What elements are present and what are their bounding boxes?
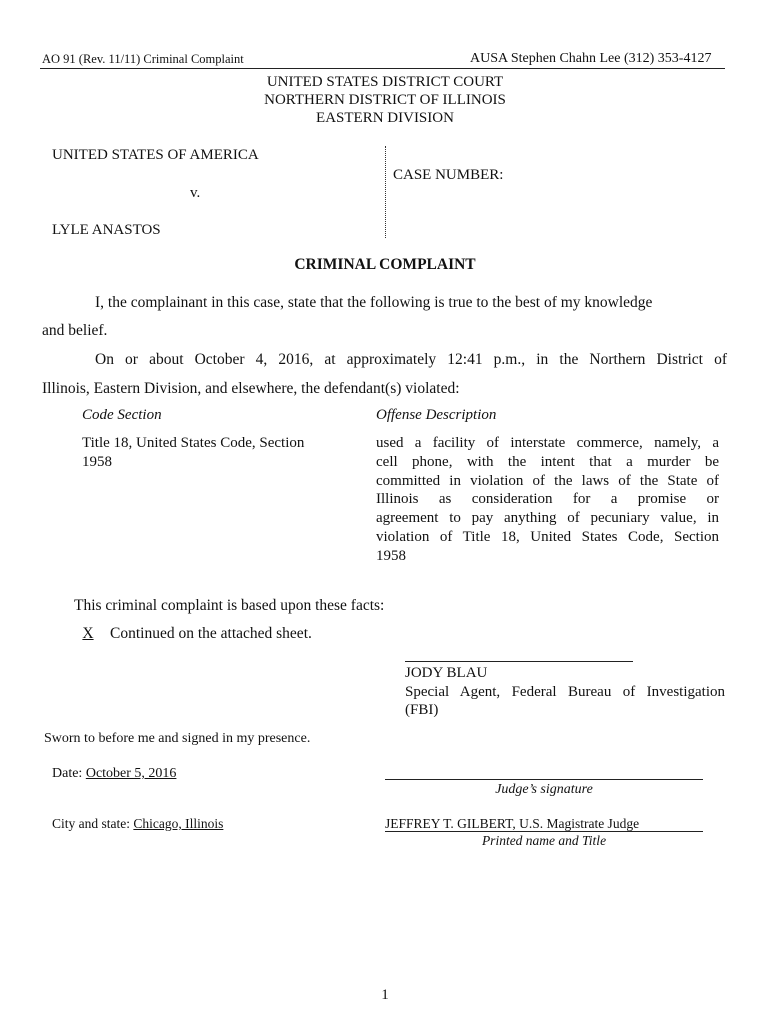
code-section-line: 1958 bbox=[82, 454, 112, 470]
ausa-contact: AUSA Stephen Chahn Lee (312) 353-4127 bbox=[470, 51, 712, 66]
offense-description-header: Offense Description bbox=[376, 407, 497, 423]
form-id: AO 91 (Rev. 11/11) Criminal Complaint bbox=[42, 52, 244, 66]
para2-line1: On or about October 4, 2016, at approximately 12:41 p.m., in the Northern District of bbox=[95, 351, 727, 368]
court-district: NORTHERN DISTRICT OF ILLINOIS bbox=[264, 92, 506, 108]
caption-divider bbox=[385, 146, 386, 238]
plaintiff-name: UNITED STATES OF AMERICA bbox=[52, 147, 259, 163]
versus: v. bbox=[190, 185, 201, 201]
court-name: UNITED STATES DISTRICT COURT bbox=[266, 74, 504, 90]
page-number: 1 bbox=[381, 987, 389, 1003]
city-row bbox=[52, 816, 223, 832]
sworn-statement: Sworn to before me and signed in my presence. bbox=[44, 731, 311, 746]
para1-line1: I, the complainant in this case, state that the following is true to the best of my knowledge bbox=[95, 294, 653, 311]
facts-intro: This criminal complaint is based upon these facts: bbox=[74, 597, 385, 614]
offense-line: agreement to pay anything of pecuniary value, in bbox=[376, 510, 719, 526]
offense-line: used a facility of interstate commerce, namely, a bbox=[376, 435, 719, 451]
defendant-name: LYLE ANASTOS bbox=[52, 222, 161, 238]
offense-line: committed in violation of the laws of the State of bbox=[376, 473, 719, 489]
complainant-title-abbrev: (FBI) bbox=[405, 702, 439, 718]
date-value: October 5, 2016 bbox=[85, 766, 177, 781]
para1-line2: and belief. bbox=[42, 322, 108, 339]
header-rule bbox=[40, 68, 725, 69]
court-division: EASTERN DIVISION bbox=[316, 110, 454, 126]
complainant-title: Special Agent, Federal Bureau of Investigation bbox=[405, 684, 725, 700]
judge-name-caption: Printed name and Title bbox=[481, 833, 607, 848]
offense-line: cell phone, with the intent that a murder be bbox=[376, 454, 719, 470]
judge-signature-caption: Judge’s signature bbox=[495, 782, 593, 797]
offense-line: Illinois as consideration for a promise or bbox=[376, 491, 719, 507]
complainant-signature-line bbox=[405, 661, 633, 662]
city-label: City and state: bbox=[52, 816, 130, 831]
complainant-name: JODY BLAU bbox=[405, 665, 488, 681]
city-value: Chicago, Illinois bbox=[133, 816, 224, 831]
code-section-header: Code Section bbox=[82, 407, 162, 423]
date-label: Date: bbox=[52, 766, 83, 781]
para2-line2: Illinois, Eastern Division, and elsewhere, the defendant(s) violated: bbox=[42, 380, 460, 397]
judge-signature-line bbox=[385, 779, 703, 780]
document-title: CRIMINAL COMPLAINT bbox=[294, 256, 476, 273]
date-row bbox=[52, 766, 176, 782]
judge-printed-name: JEFFREY T. GILBERT, U.S. Magistrate Judge bbox=[385, 816, 703, 832]
offense-line: 1958 bbox=[376, 548, 406, 564]
case-number-label: CASE NUMBER: bbox=[393, 167, 504, 183]
continued-checkmark: X bbox=[82, 625, 94, 642]
code-section-line: Title 18, United States Code, Section bbox=[82, 435, 305, 451]
continued-text: Continued on the attached sheet. bbox=[110, 625, 312, 642]
offense-line: violation of Title 18, United States Code, Section bbox=[376, 529, 719, 545]
